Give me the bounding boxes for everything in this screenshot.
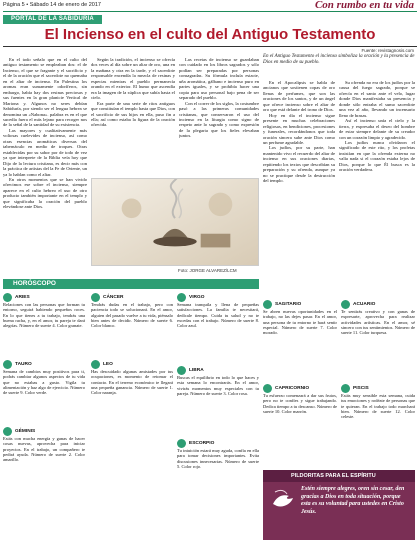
horoscope-sign: VIRGO Semana tranquila y llena de pequeñas satisfacciones. La familia te necesitará, dedícale tiempo. Cuida tu salud y no te excedas con el trabajo. Número de suerte 8. Color azul. <box>177 294 259 329</box>
paragraph: Las mayores y cualitativamente más voliosas cuelevides de incienso, así como otras esencias aromáticas diversas del tabernáculo en medio de troques. Otras establecidas por su sabor por de todo de vez ya que interprete de la Biblia veía hoy que Dijo de la lectura cristiana, es decir más con la práctica de artistas del la Fe de Oriente, un ya lo hablan como el altar. <box>3 127 87 177</box>
pisces-icon <box>341 384 350 393</box>
paragraph: En el todo señalo que en el culto del antiguo testamento se empleaban dos: el de Incienso, el que se fragante y el sacrificio y el de la oración que el sacerdote no quemaba en el altar de incienso. En Palestina los aromas eran sumamente odoríferos, sin embargo, había hay dos resinas preciosas y sus fuentes en la gran planicie Vertical de Mariona y. Algunos no seres debían Sabiduría, por siendo ser el lengua hebrea se denomina un «Nabona». palabra es en el que sucedía fuera el más lejano para recoger nos de la señal de la santidad de su existencia. <box>3 57 87 128</box>
horoscope-sign: LIBRA Buscas el equilibrio en todo lo que haces y esta semana lo encontrarás. En el amor, vivirás momentos muy especiales con tu pareja. Número de suerte 3. Color rosa. <box>177 367 259 396</box>
paragraph: Era parte de una serie de ritos antiguos que constituían el templo hasta que Dios, con el sacrificio de sus hijos en ella, puso fin a ella; así como estaba la figura de la oración ofrecida. <box>91 100 175 128</box>
paragraph: Los judíos, por su parte, han mantenido vivo el recuerdo del altar de incienso en sus oraciones diarias, repitiendo los textos que describían su preparación y su ofrenda, aunque ya no se practique desde la destrucción del templo. <box>263 145 335 184</box>
horoscope-sign: CÁNCER Tendrás dudas en el trabajo, pero con paciencia todo se solucionará. En el amor, alguien del pasado vuelve a tu vida, piénsalo bien antes de decidir. Número de suerte 6. Color blanco. <box>91 294 173 329</box>
paragraph: Así el incienso unía el cielo y la tierra, y expresaba el deseo del hombre de estar siempre delante de su creador con un corazón limpio y agradecido. <box>339 118 415 140</box>
sagittarius-icon <box>263 300 272 309</box>
leo-icon <box>91 360 100 369</box>
capricorn-icon <box>263 384 272 393</box>
paragraph: Hoy en día el incienso sigue presente en muchas celebraciones religiosas, en bendiciones, procesiones y funerales, recordándonos que toda oración sincera sube ante Dios como un perfume agradable. <box>263 112 335 145</box>
article-column-1 <box>3 57 87 265</box>
gemini-icon <box>3 427 12 436</box>
horoscope-sign: LEO Has descuidado algunas amistades por tus ocupaciones, es momento de retomar el contacto. En el terreno económico te llegará una pequeña ganancia. Número de suerte 1. Color naranja. <box>91 361 173 396</box>
horoscope-sign: CAPRICORNIO Tu esfuerzo comenzará a dar sus frutos, pero no te confíes y sigue trabajando. Dedica tiempo a tu descanso. Número de suerte 10. Color marrón. <box>263 385 337 414</box>
paragraph: En otros momentos que se han vivido ofrecimos ese sobre el incienso, siempre aparece en el culto hebreo el uso de otro producto también importante en el templo y que significaba la oración del pueblo elevándose ante Dios. <box>3 176 87 210</box>
dove-icon <box>269 486 297 514</box>
paragraph: Según la tradición, el incienso se ofrecía dos veces al día sobre un altar de oro, una en la mañana y otra en la tarde, y el sacerdote responsable encendía la mezcla de resinas y especias mientras el pueblo permanecía orando en el exterior. El humo que ascendía era la imagen de la súplica que subía hasta el cielo. <box>91 57 175 101</box>
page-header <box>0 0 420 12</box>
slogan: Con rumbo en tu vida <box>314 0 414 11</box>
title-rule <box>3 46 417 47</box>
photo-credit: Foto: JORGE ALVAREZ/LCM <box>178 268 237 273</box>
spiritual-pills-box <box>263 470 415 540</box>
horoscope-sign: ACUARIO Te sentirás creativo y con ganas de expresarte, aprovecha para realizar actividades artísticas. En el amor, sé sincero con tus sentimientos. Número de suerte 11. Color turquesa. <box>341 301 415 336</box>
aries-icon <box>3 293 12 302</box>
header-rule <box>3 11 417 12</box>
paragraph: Con el correr de los siglos, la costumbre pasó a las primeras comunidades cristianas, que conservaron el uso del incienso en la liturgia como signo de respeto ante lo sagrado y como expresión de la plegaria que los fieles elevaban juntos. <box>179 100 259 139</box>
scorpio-icon <box>177 439 186 448</box>
horoscope-header <box>3 279 259 289</box>
section-label: PORTAL DE LA SABIDURÍA <box>11 16 94 22</box>
horoscope-title: HORÓSCOPO <box>13 280 56 287</box>
spiritual-pills-title: PILDORITAS PARA EL ESPÍRITU <box>263 470 415 482</box>
article-column-5 <box>339 80 415 298</box>
paragraph: En el Apocalipsis se habla de ancianos que sostienen copas de oro llenas de perfumes, que son las oraciones de los santos, y de un ángel que ofrece incienso sobre el altar de oro que está delante del trono de Dios. <box>263 80 335 113</box>
virgo-icon <box>177 293 186 302</box>
cancer-icon <box>91 293 100 302</box>
paragraph: Su ofrenda no era de los judíos por la causa del fuego sagrado, porque se ofrecía en el santo ante el velo, lugar donde Dios manifestaba su presencia y donde sólo entraba el sumo sacerdote una vez al año, llevando un incensario lleno de brasas. <box>339 80 415 118</box>
taurus-icon <box>3 360 12 369</box>
section-label-bar <box>3 15 102 24</box>
horoscope-sign: PISCIS Estás muy sensible esta semana, cuida tus emociones y rodéate de personas que te quieran. En el trabajo todo marchará bien. Número de suerte 12. Color celeste. <box>341 385 415 420</box>
horoscope-sign: ESCORPIO Tu intuición estará muy aguda, confía en ella para tomar decisiones importantes. Evita discusiones innecesarias. Número de suerte 5. Color rojo. <box>177 440 259 469</box>
article-column-4 <box>263 80 335 293</box>
pullquote: En el Antiguo Testamento el incienso simboliza la oración y la presencia de Dios en medio de su pueblo. <box>263 54 415 65</box>
paragraph: Los judíos nunca olvidaron el significado de este rito, y los profetas insistían en que la ofrenda externa no valía nada si el corazón estaba lejos de Dios, porque lo que Él busca es la oración verdadera. <box>339 139 415 173</box>
horoscope-sign: TAURO Semana de cambios muy positivos para ti, podrás cambiar algunos aspectos de tu vida que no estabas a gusto. Vigila tu alimentación y haz algo de ejercicio. Número de suerte 9. Color verde. <box>3 361 85 396</box>
horoscope-sign: SAGITARIO Se abren nuevas oportunidades en el trabajo, no las dejes pasar. En el amor, una persona de tu entorno te hará sentir especial. Número de suerte 7. Color morado. <box>263 301 337 336</box>
article-title: El Incienso en el culto del Antiguo Testamento <box>44 26 376 43</box>
aquarius-icon <box>341 300 350 309</box>
horoscope-sign: GÉMINIS Estás con mucha energía y ganas de hacer cosas nuevas, aprovecha para iniciar proyectos. En el trabajo, un compañero te pedirá ayuda. Número de suerte 2. Color amarillo. <box>3 428 85 463</box>
article-column-3 <box>179 57 259 175</box>
page-info: Página 5 • Sábado 14 de enero de 2017 <box>3 2 101 8</box>
article-column-2 <box>91 57 175 175</box>
spiritual-pills-quote: Estén siempre alegres, oren sin cesar, den gracias a Dios en toda situación, porque esta es su voluntad para ustedes en Cristo Jesús. <box>301 486 405 515</box>
paragraph: Las recetas de incienso se guardaban con cuidado en los libros sagrados y sólo podían ser preparadas por personas consagradas. Su fórmula incluía estacte, uña aromática, gálbano e incienso puro en partes iguales, y se prohibía hacer una copia para uso personal bajo pena de ser separado del pueblo. <box>179 57 259 101</box>
horoscope-sign: ARIES Relaciones con las personas que forman tu entorno, seguirá habiendo pequeños roces. En lo que tienes a tu trabajo, tendrás una buena racha, y, en el amor, tu pareja te dará alegrías. Número de suerte 4. Color granate. <box>3 294 85 329</box>
article-source: Fuente: revistagnosis.com <box>361 48 414 53</box>
libra-icon <box>177 366 186 375</box>
incense-photo <box>91 178 259 266</box>
